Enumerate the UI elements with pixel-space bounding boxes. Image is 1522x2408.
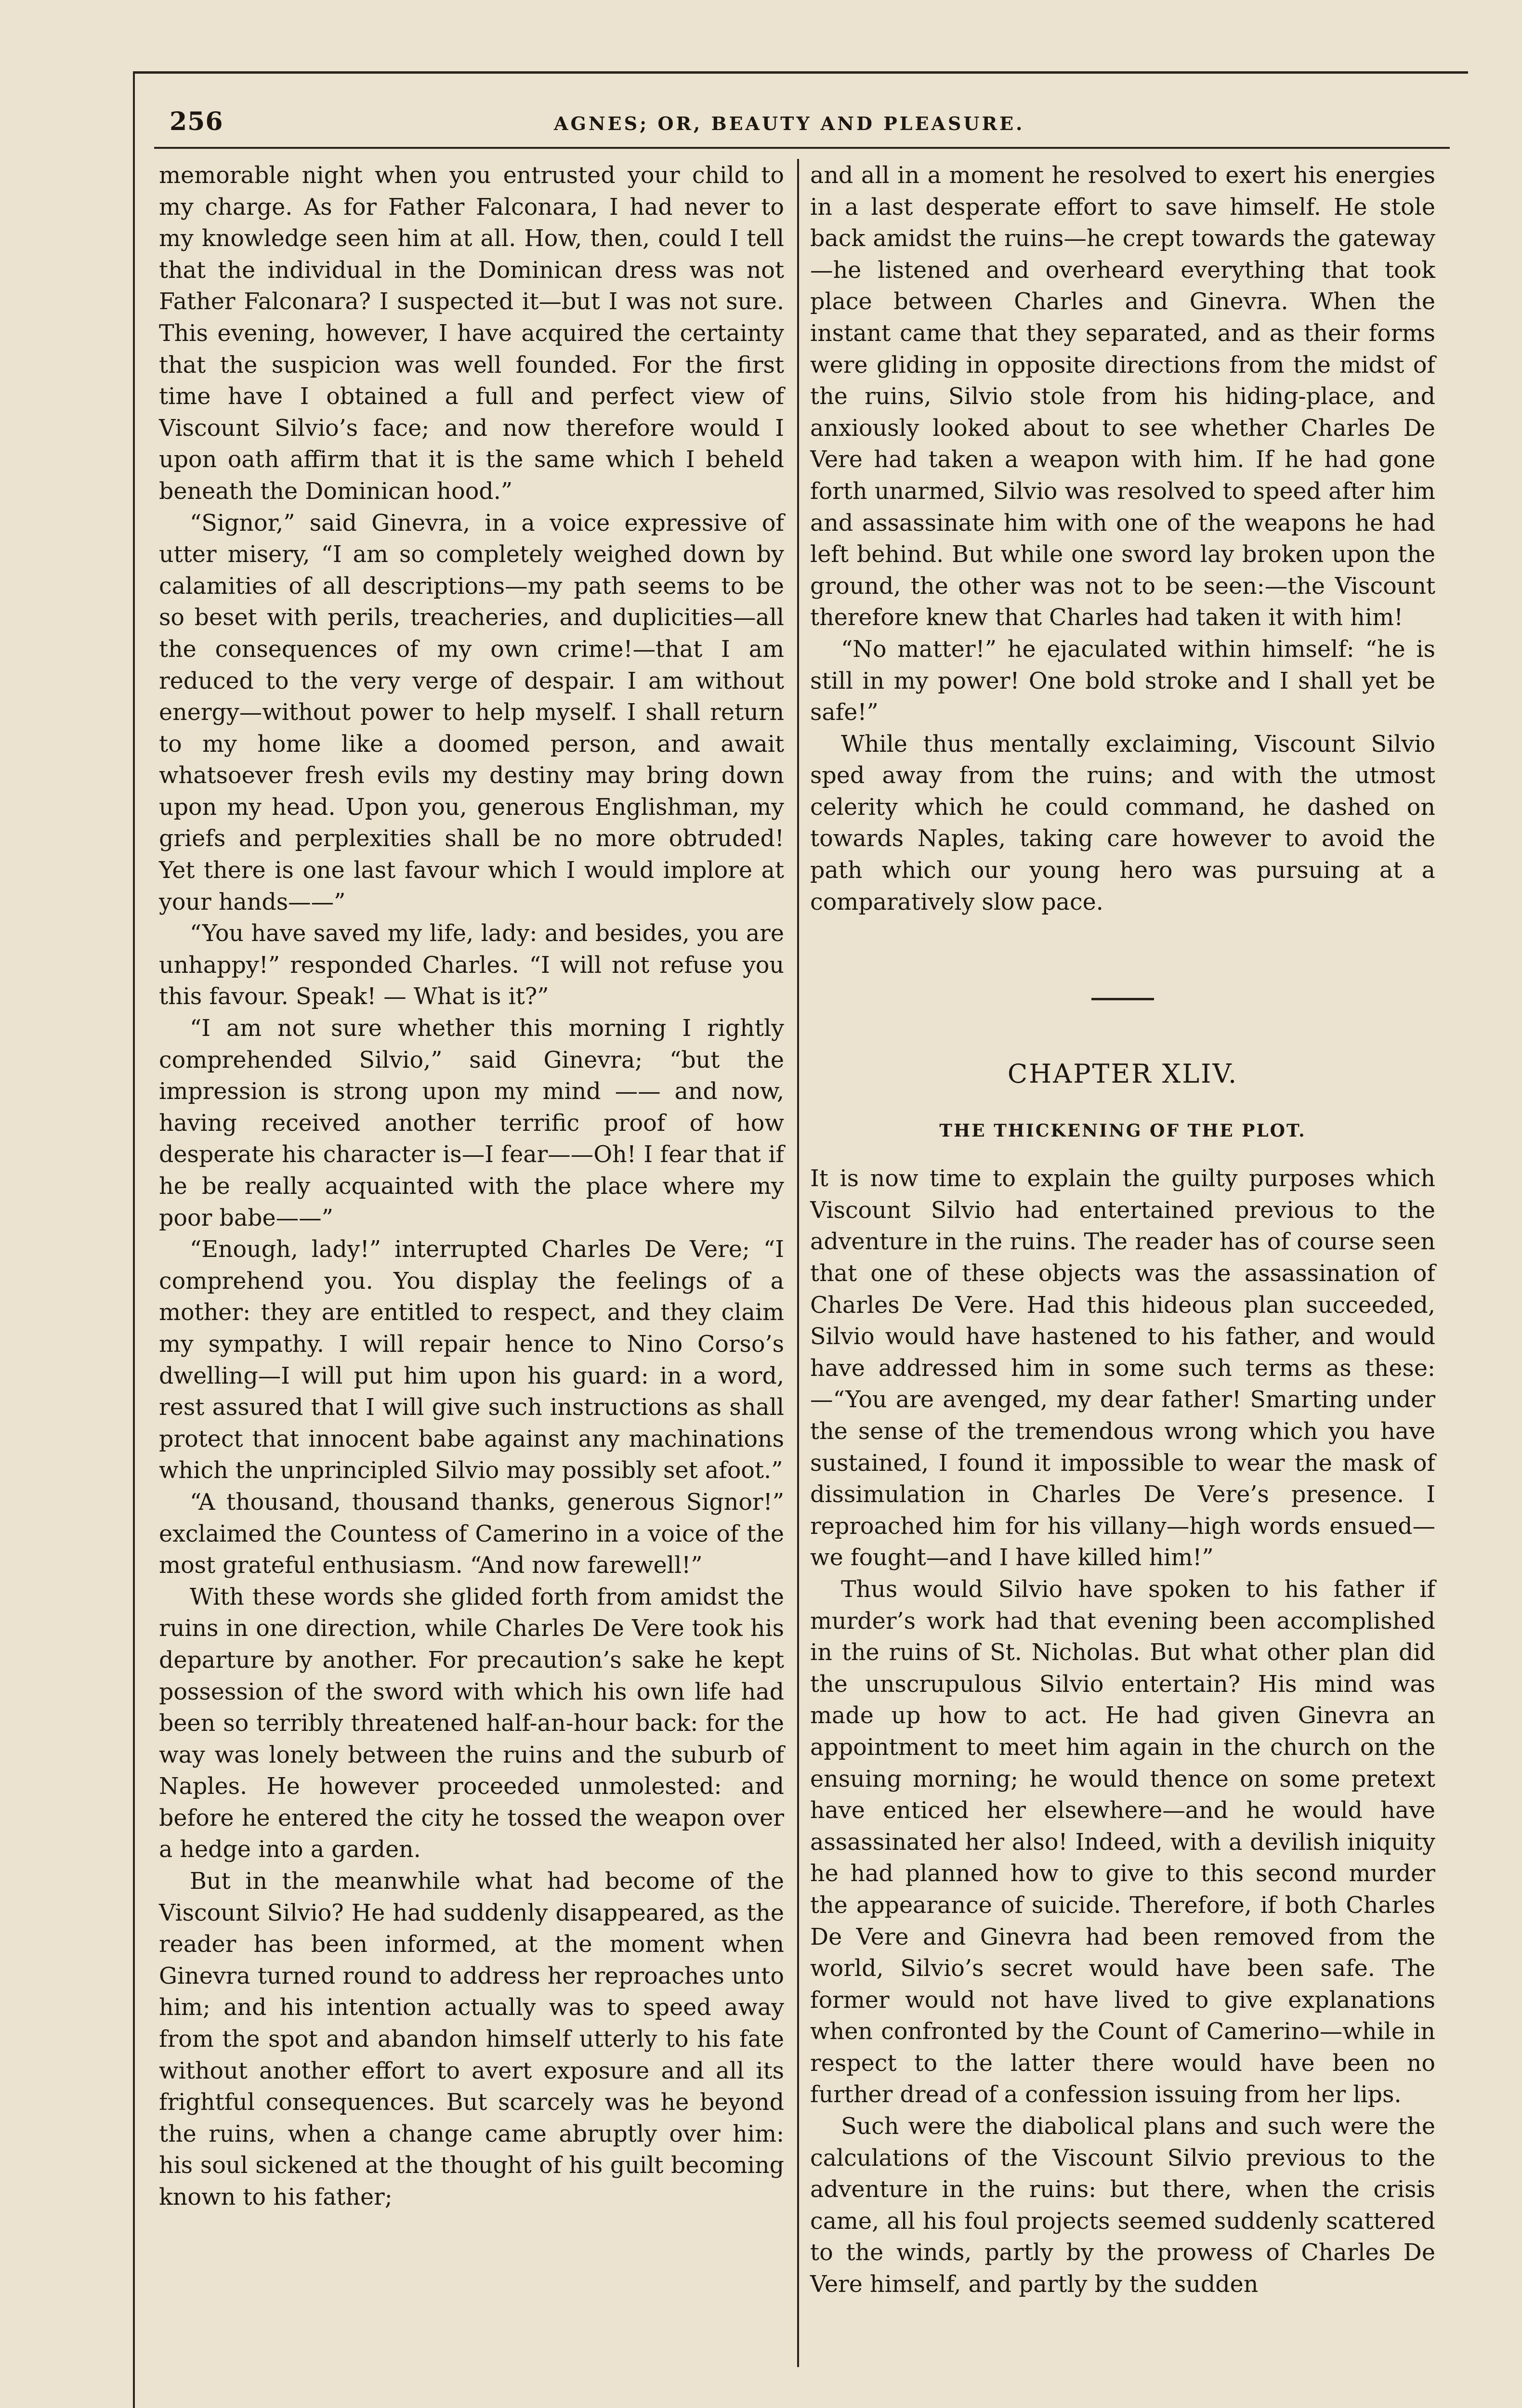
column-divider	[797, 159, 799, 2367]
running-head: AGNES; OR, BEAUTY AND PLEASURE.	[554, 113, 1025, 134]
page-top-rule	[133, 71, 1468, 74]
paragraph: “A thousand, thousand thanks, generous Signor!” exclaimed the Countess of Camerino in a voice of the most grateful enthusiasm. “And now farewell!”	[159, 1489, 784, 1579]
right-column	[810, 160, 1435, 2301]
paragraph: “Enough, lady!” interrupted Charles De Vere; “I comprehend you. You display the feelings of a mother: they are entitled to respect, and they claim my sympathy. I will repair hence to Nino Corso’s dwelling—I will put him upon his guard: in a word, rest assured that I will give such instructions as shall protect that innocent babe against any machinations which the unprincipled Silvio may possibly set afoot.”	[159, 1236, 784, 1484]
paragraph: “You have saved my life, lady: and besides, you are unhappy!” responded Charles. “I will not refuse you this favour. Speak! — What is it?”	[159, 920, 784, 1010]
section-break-rule	[1091, 998, 1154, 1000]
paragraph: “No matter!” he ejaculated within himself: “he is still in my power! One bold stroke and I shall yet be safe!”	[810, 636, 1435, 726]
paragraph: Thus would Silvio have spoken to his father if murder’s work had that evening been accomplished in the ruins of St. Nicholas. But what other plan did the unscrupulous Silvio entertain? His mind was made up how to act. He had given Ginevra an appointment to meet him again in the church on the ensuing morning; he would thence on some pretext have enticed her elsewhere—and he would have assassinated her also! Indeed, with a devilish iniquity he had planned how to give to this second murder the appearance of suicide. Therefore, if both Charles De Vere and Ginevra had been removed from the world, Silvio’s secret would have been safe. The former would not have lived to give explanations when confronted by the Count of Camerino—while in respect to the latter there would have been no further dread of a confession issuing from her lips.	[810, 1576, 1435, 2108]
paragraph: “Signor,” said Ginevra, in a voice expressive of utter misery, “I am so completely weighed down by calamities of all descriptions—my path seems to be so beset with perils, treacheries, and duplicities—all the consequences of my own crime!—that I am reduced to the very verge of despair. I am without energy—without power to help myself. I shall return to my home like a doomed person, and await whatsoever fresh evils my destiny may bring down upon my head. Upon you, generous Englishman, my griefs and perplexities shall be no more obtruded! Yet there is one last favour which I would implore at your hands——”	[159, 510, 784, 916]
header-rule	[154, 147, 1450, 149]
paragraph: But in the meanwhile what had become of the Viscount Silvio? He had suddenly disappeared, as the reader has been informed, at the moment when Ginevra turned round to address her reproaches unto him; and his intention actually was to speed away from the spot and abandon himself utterly to his fate without another effort to avert exposure and all its frightful consequences. But scarcely was he beyond the ruins, when a change came abruptly over him: his soul sickened at the thought of his guilt becoming known to his father;	[159, 1868, 784, 2211]
paragraph: and all in a moment he resolved to exert his energies in a last desperate effort to save himself. He stole back amidst the ruins—he crept towards the gateway—he listened and overheard everything that took place between Charles and Ginevra. When the instant came that they separated, and as their forms were gliding in opposite directions from the midst of the ruins, Silvio stole from his hiding-place, and anxiously looked about to see whether Charles De Vere had taken a weapon with him. If he had gone forth unarmed, Silvio was resolved to speed after him and assassinate him with one of the weapons he had left behind. But while one sword lay broken upon the ground, the other was not to be seen:—the Viscount therefore knew that Charles had taken it with him!	[810, 162, 1435, 631]
paragraph: While thus mentally exclaiming, Viscount Silvio sped away from the ruins; and with the utmost celerity which he could command, he dashed on towards Naples, taking care however to avoid the path which our young hero was pursuing at a comparatively slow pace.	[810, 731, 1435, 916]
left-column	[159, 160, 784, 2375]
paragraph: With these words she glided forth from amidst the ruins in one direction, while Charles De Vere took his departure by another. For precaution’s sake he kept possession of the sword with which his own life had been so terribly threatened half-an-hour back: for the way was lonely between the ruins and the suburb of Naples. He however proceeded unmolested: and before he entered the city he tossed the weapon over a hedge into a garden.	[159, 1584, 784, 1863]
paragraph: It is now time to explain the guilty purposes which Viscount Silvio had entertained previous to the adventure in the ruins. The reader has of course seen that one of these objects was the assassination of Charles De Vere. Had this hideous plan succeeded, Silvio would have hastened to his father, and would have addressed him in some such terms as these:—“You are avenged, my dear father! Smarting under the sense of the tremendous wrong which you have sustained, I found it impossible to wear the mask of dissimulation in Charles De Vere’s presence. I reproached him for his villany—high words ensued—we fought—and I have killed him!”	[810, 1165, 1435, 1571]
page-number: 256	[170, 107, 223, 136]
chapter-subtitle: THE THICKENING OF THE PLOT.	[939, 1121, 1306, 1141]
paragraph: “I am not sure whether this morning I rightly comprehended Silvio,” said Ginevra; “but the impression is strong upon my mind —— and now, having received another terrific proof of how desperate his character is—I fear——Oh! I fear that if he be really acquainted with the place where my poor babe——”	[159, 1015, 784, 1231]
paragraph: memorable night when you entrusted your child to my charge. As for Father Falconara, I had never to my knowledge seen him at all. How, then, could I tell that the individual in the Dominican dress was not Father Falconara? I suspected it—but I was not sure. This evening, however, I have acquired the certainty that the suspicion was well founded. For the first time have I obtained a full and perfect view of Viscount Silvio’s face; and now therefore would I upon oath affirm that it is the same which I beheld beneath the Dominican hood.”	[159, 162, 784, 505]
page-left-rule	[133, 71, 135, 2408]
chapter-title: CHAPTER XLIV.	[1007, 1059, 1238, 1089]
paragraph: Such were the diabolical plans and such were the calculations of the Viscount Silvio previous to the adventure in the ruins: but there, when the crisis came, all his foul projects seemed suddenly scattered to the winds, partly by the prowess of Charles De Vere himself, and partly by the sudden	[810, 2113, 1435, 2298]
